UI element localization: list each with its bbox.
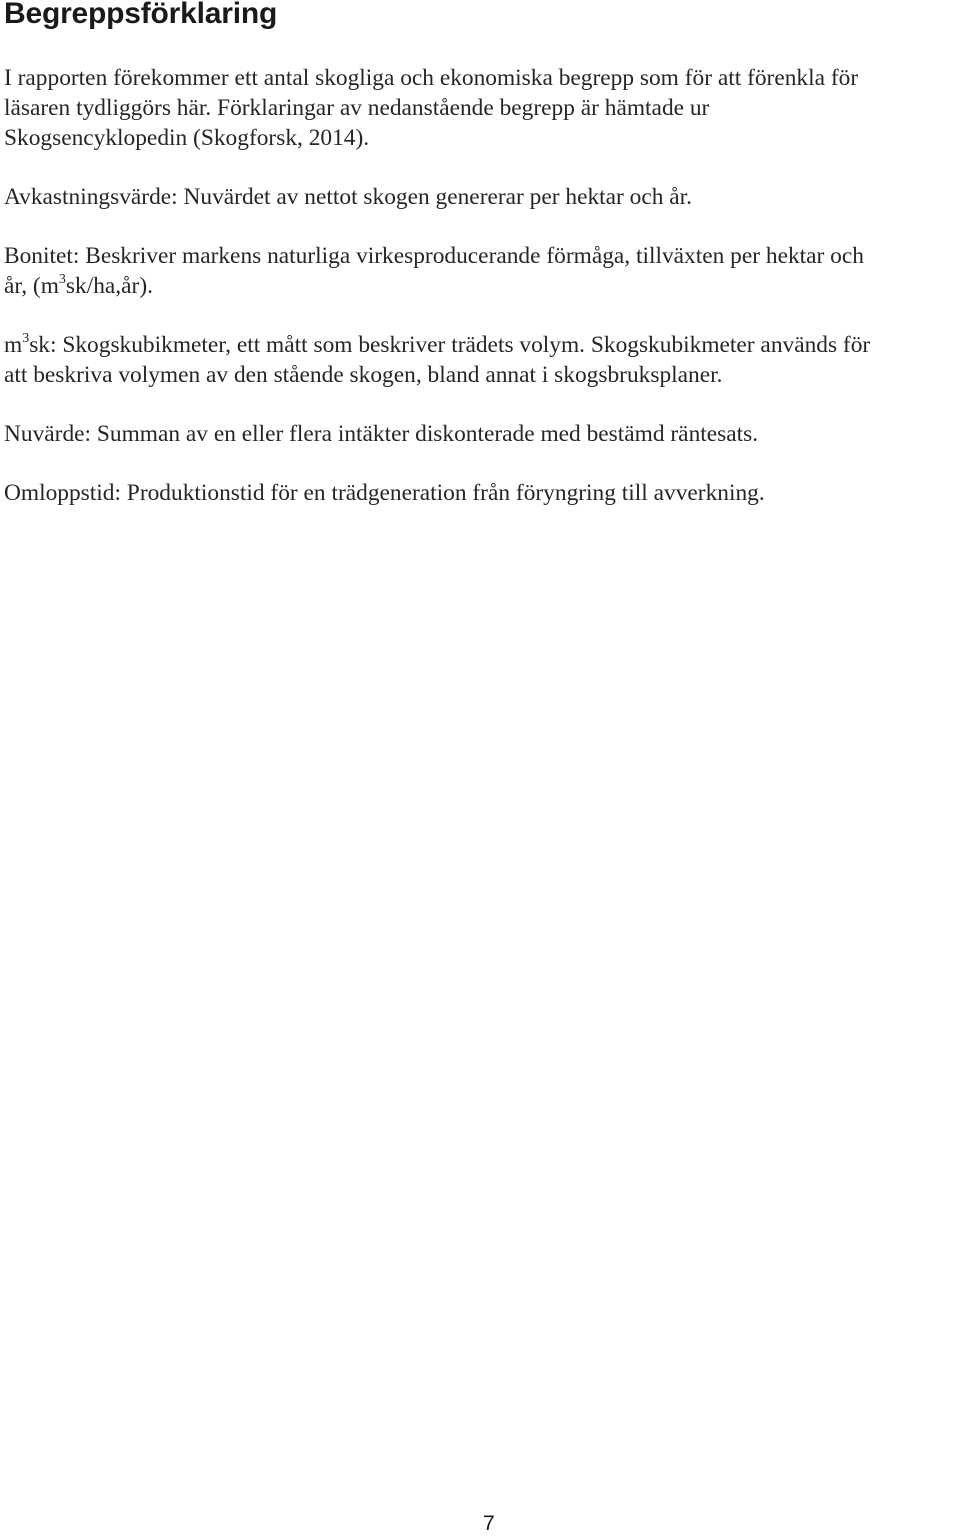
intro-paragraph — [4, 63, 959, 153]
definition-nuvarde: Nuvärde: Summan av en eller flera intäkter diskonterade med bestämd räntesats. — [4, 421, 759, 447]
m3sk-line-1: sk: Skogskubikmeter, ett mått som beskriver trädets volym. Skogskubikmeter används för — [29, 332, 871, 358]
definition-m3sk — [4, 330, 959, 390]
intro-line-2: läsaren tydliggörs här. Förklaringar av nedanstående begrepp är hämtade ur — [4, 95, 710, 121]
bonitet-unit-superscript: 3 — [58, 272, 66, 287]
definition-bonitet — [4, 241, 959, 301]
m3sk-line-2: att beskriva volymen av den stående skogen, bland annat i skogsbruksplaner. — [4, 362, 723, 388]
page-title: Begreppsförklaring — [4, 0, 278, 30]
bonitet-unit-suffix: sk/ha,år). — [65, 273, 153, 299]
intro-line-3: Skogsencyklopedin (Skogforsk, 2014). — [4, 125, 370, 151]
bonitet-unit-prefix: år, (m — [4, 273, 59, 299]
bonitet-line-1: Bonitet: Beskriver markens naturliga virkesproducerande förmåga, tillväxten per hektar och — [4, 243, 864, 269]
definition-omloppstid: Omloppstid: Produktionstid för en trädgeneration från föryngring till avverkning. — [4, 480, 765, 506]
page-number: 7 — [483, 1512, 495, 1535]
m3sk-prefix: m — [4, 332, 23, 358]
definition-avkastningsvarde: Avkastningsvärde: Nuvärdet av nettot skogen genererar per hektar och år. — [4, 184, 693, 210]
intro-line-1: I rapporten förekommer ett antal skogliga och ekonomiska begrepp som för att förenkla för — [4, 65, 859, 91]
m3sk-superscript: 3 — [22, 331, 30, 346]
